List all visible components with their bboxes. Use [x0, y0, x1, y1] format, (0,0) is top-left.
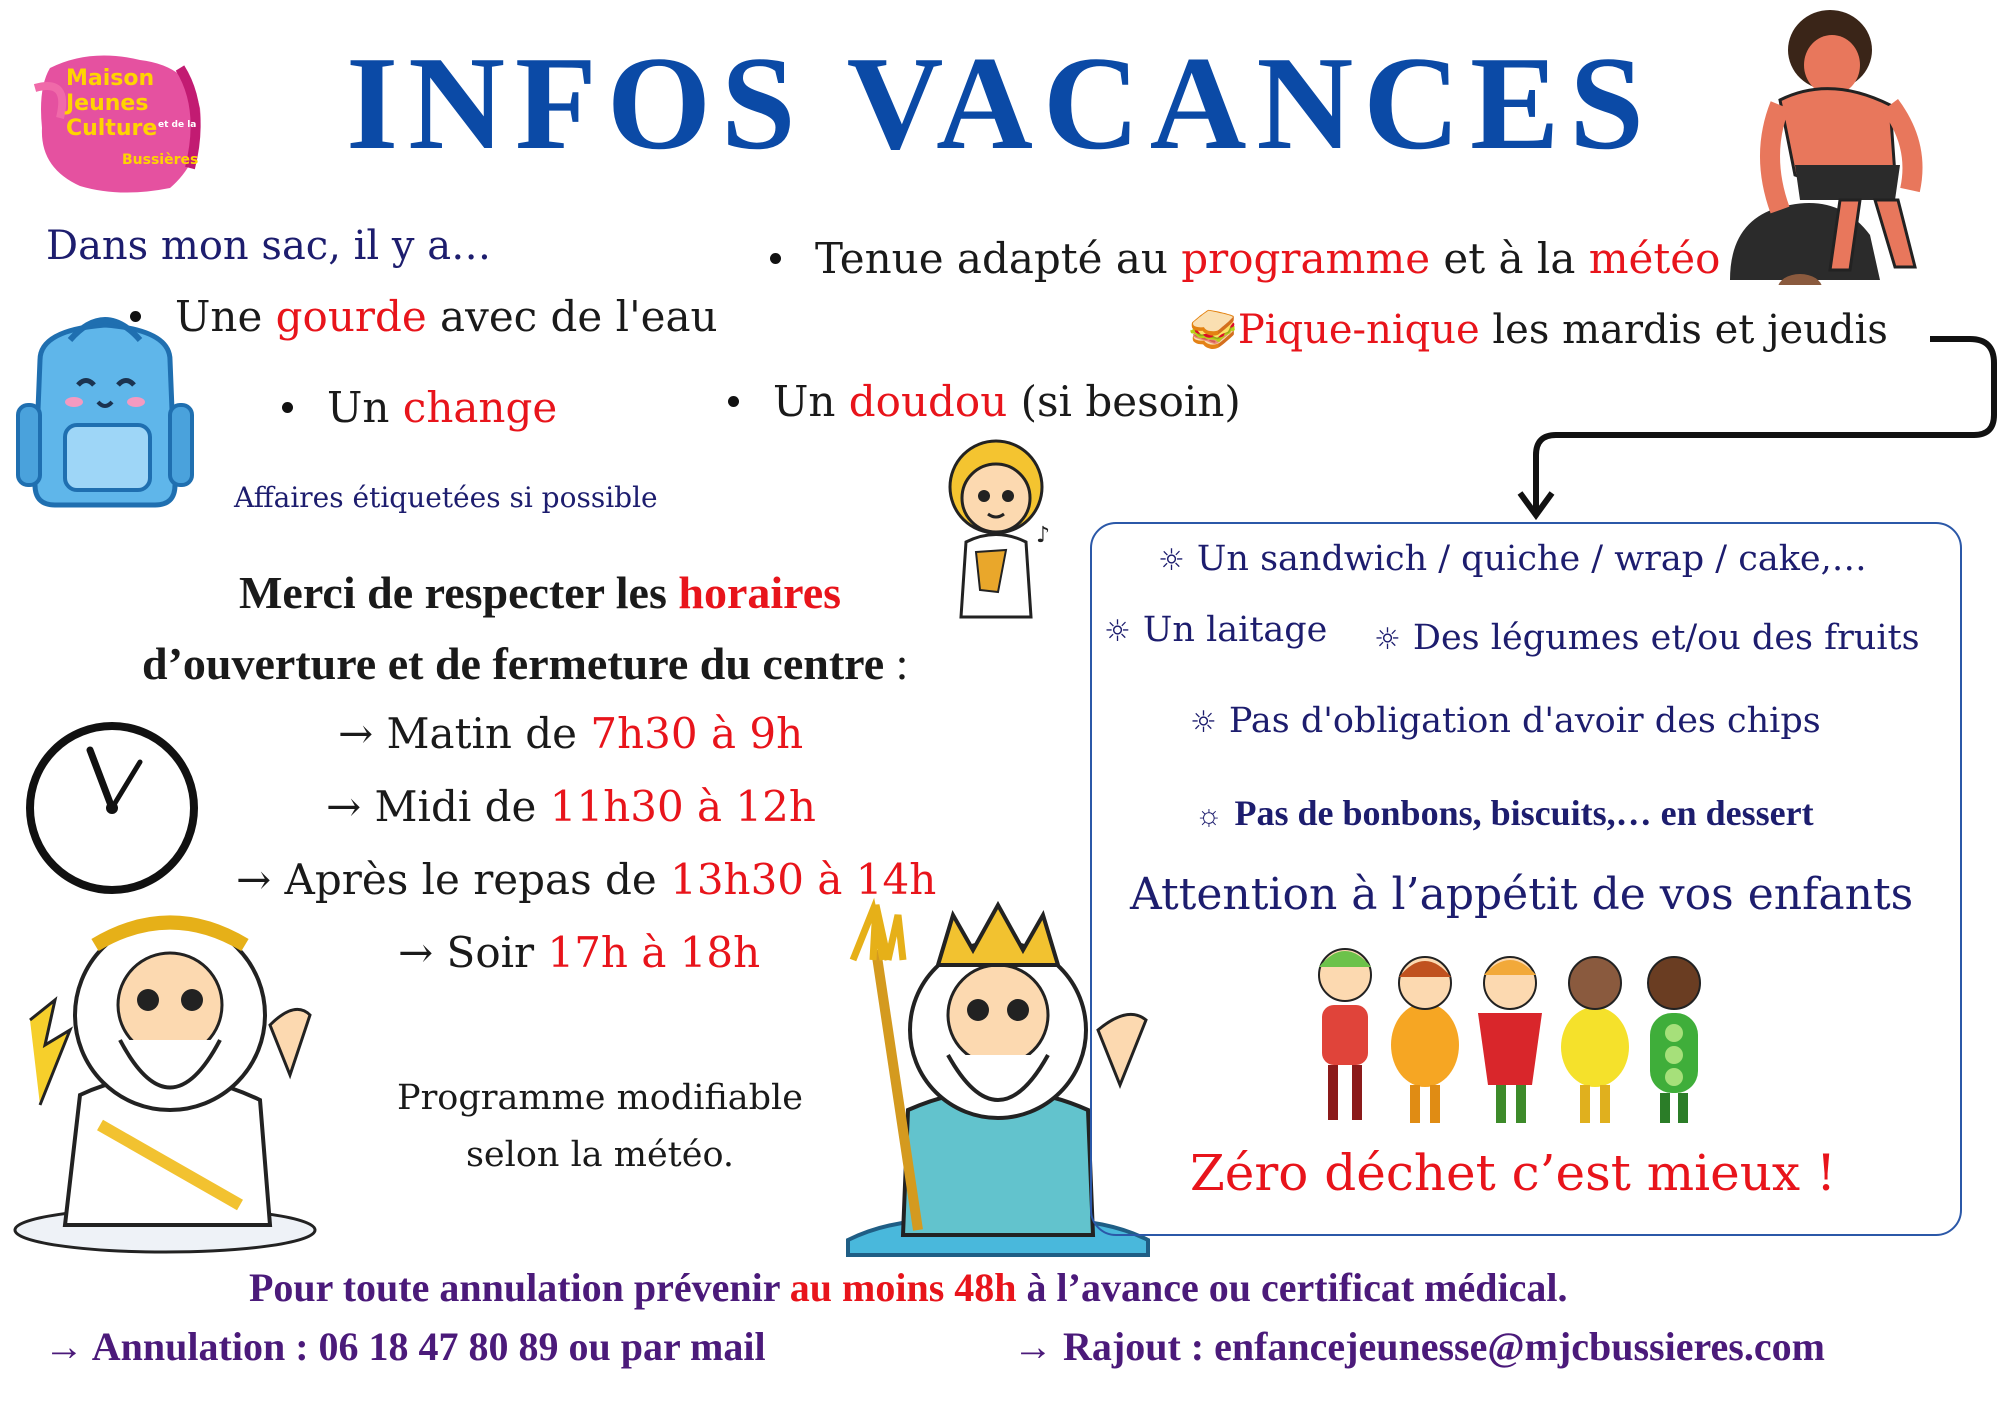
sandwich-icon: 🥪 [1188, 307, 1238, 353]
lunch-item-text: Pas de bonbons, biscuits,… en dessert [1234, 793, 1814, 833]
attention-line: Attention à l’appétit de vos enfants [1130, 869, 1914, 920]
footer-rajout: → Rajout : enfancejeunesse@mjcbussieres.com [1013, 1324, 1825, 1369]
svg-text:♪: ♪ [1036, 523, 1051, 548]
logo-line-3: Culture [66, 116, 158, 141]
logo-line-2: Jeunes [66, 91, 149, 116]
lunch-item-text: Un sandwich / quiche / wrap / cake,… [1196, 539, 1867, 579]
lunch-item-bonbons [1195, 795, 1814, 831]
programme-note [370, 1070, 830, 1184]
piquenique-post: les mardis et jeudis [1479, 307, 1888, 353]
zeus-illustration [10, 905, 320, 1255]
hour-label: → Après le repas de [236, 855, 671, 904]
lunch-item-text: Des légumes et/ou des fruits [1412, 618, 1920, 658]
lunch-item-sandwich [1158, 539, 1867, 579]
sac-heading: Dans mon sac, il y a… [46, 223, 492, 269]
footer-line-1 [249, 1265, 1568, 1310]
page-title: INFOS VACANCES [346, 29, 1654, 177]
item-highlight: gourde [275, 292, 427, 341]
hour-label: → Midi de [326, 782, 550, 831]
horaires-highlight: horaires [678, 567, 842, 618]
tenue-mid: et à la [1430, 234, 1589, 283]
logo-line-1: Maison [66, 66, 155, 91]
connector-arrow [1500, 325, 2000, 525]
hour-time: 7h30 à 9h [590, 709, 804, 758]
programme-note-line-1: Programme modifiable [397, 1078, 803, 1118]
hour-row-matin [338, 709, 804, 758]
hour-row-soir [398, 928, 761, 977]
programme-note-line-2: selon la météo. [465, 1135, 735, 1175]
bullet-dot [770, 253, 781, 264]
item-pre: Un [327, 383, 403, 432]
zero-dechet: Zéro déchet c’est mieux ! [1190, 1144, 1837, 1202]
hour-label: → Matin de [338, 709, 591, 758]
bullet-dot [728, 396, 739, 407]
footer-annulation: → Annulation : 06 18 47 80 89 ou par mail [44, 1324, 766, 1369]
footer-line-1-pre: Pour toute annulation prévenir [249, 1265, 790, 1310]
tenue-meteo: météo [1588, 234, 1721, 283]
horaires-line-2-post: : [884, 638, 909, 689]
fruit-kids-illustration [1300, 935, 1730, 1135]
piquenique-highlight: Pique-nique [1237, 307, 1480, 353]
footer-line-1-highlight: au moins 48h [789, 1265, 1017, 1310]
item-post: (si besoin) [1007, 377, 1241, 426]
hour-time: 17h à 18h [547, 928, 761, 977]
lunch-item-text: Un laitage [1142, 610, 1328, 650]
horaires-line-2 [142, 638, 909, 689]
lunch-item-laitage [1104, 610, 1328, 650]
affaires-note: Affaires étiquetées si possible [234, 481, 658, 514]
item-highlight: doudou [848, 377, 1008, 426]
bullet-gourde [130, 292, 718, 341]
hour-time: 13h30 à 14h [670, 855, 937, 904]
sun-icon: ☼ [1158, 543, 1185, 578]
item-pre: Un [773, 377, 849, 426]
horaires-line-1 [239, 567, 842, 618]
sun-icon: ☼ [1104, 614, 1131, 649]
tenue-programme: programme [1181, 234, 1431, 283]
clock-icon [22, 718, 202, 898]
lunch-item-text: Pas d'obligation d'avoir des chips [1228, 701, 1821, 741]
item-pre: Une [175, 292, 276, 341]
caveman-illustration [1720, 5, 1970, 285]
hour-time: 11h30 à 12h [549, 782, 816, 831]
footer-line-1-post: à l’avance ou certificat médical. [1016, 1265, 1568, 1310]
logo-small: et de la [158, 120, 197, 130]
lunch-item-legumes [1374, 618, 1920, 658]
bullet-tenue [770, 234, 1721, 283]
apollo-illustration [936, 432, 1076, 632]
bullet-change [282, 383, 558, 432]
item-post: avec de l'eau [426, 292, 718, 341]
item-highlight: change [402, 383, 558, 432]
horaires-line-1-pre: Merci de respecter les [239, 567, 679, 618]
bullet-doudou [728, 377, 1241, 426]
hour-label: → Soir [398, 928, 548, 977]
tenue-pre: Tenue adapté au [815, 234, 1182, 283]
sun-icon: ☼ [1374, 622, 1401, 657]
sun-icon: ☼ [1195, 799, 1223, 832]
bullet-dot [282, 402, 293, 413]
horaires-line-2-text: d’ouverture et de fermeture du centre [142, 638, 885, 689]
logo-line-4: Bussières [122, 152, 199, 168]
hour-row-midi [326, 782, 816, 831]
lunch-item-chips [1190, 701, 1821, 741]
backpack-illustration [10, 310, 200, 510]
sun-icon: ☼ [1190, 705, 1217, 740]
